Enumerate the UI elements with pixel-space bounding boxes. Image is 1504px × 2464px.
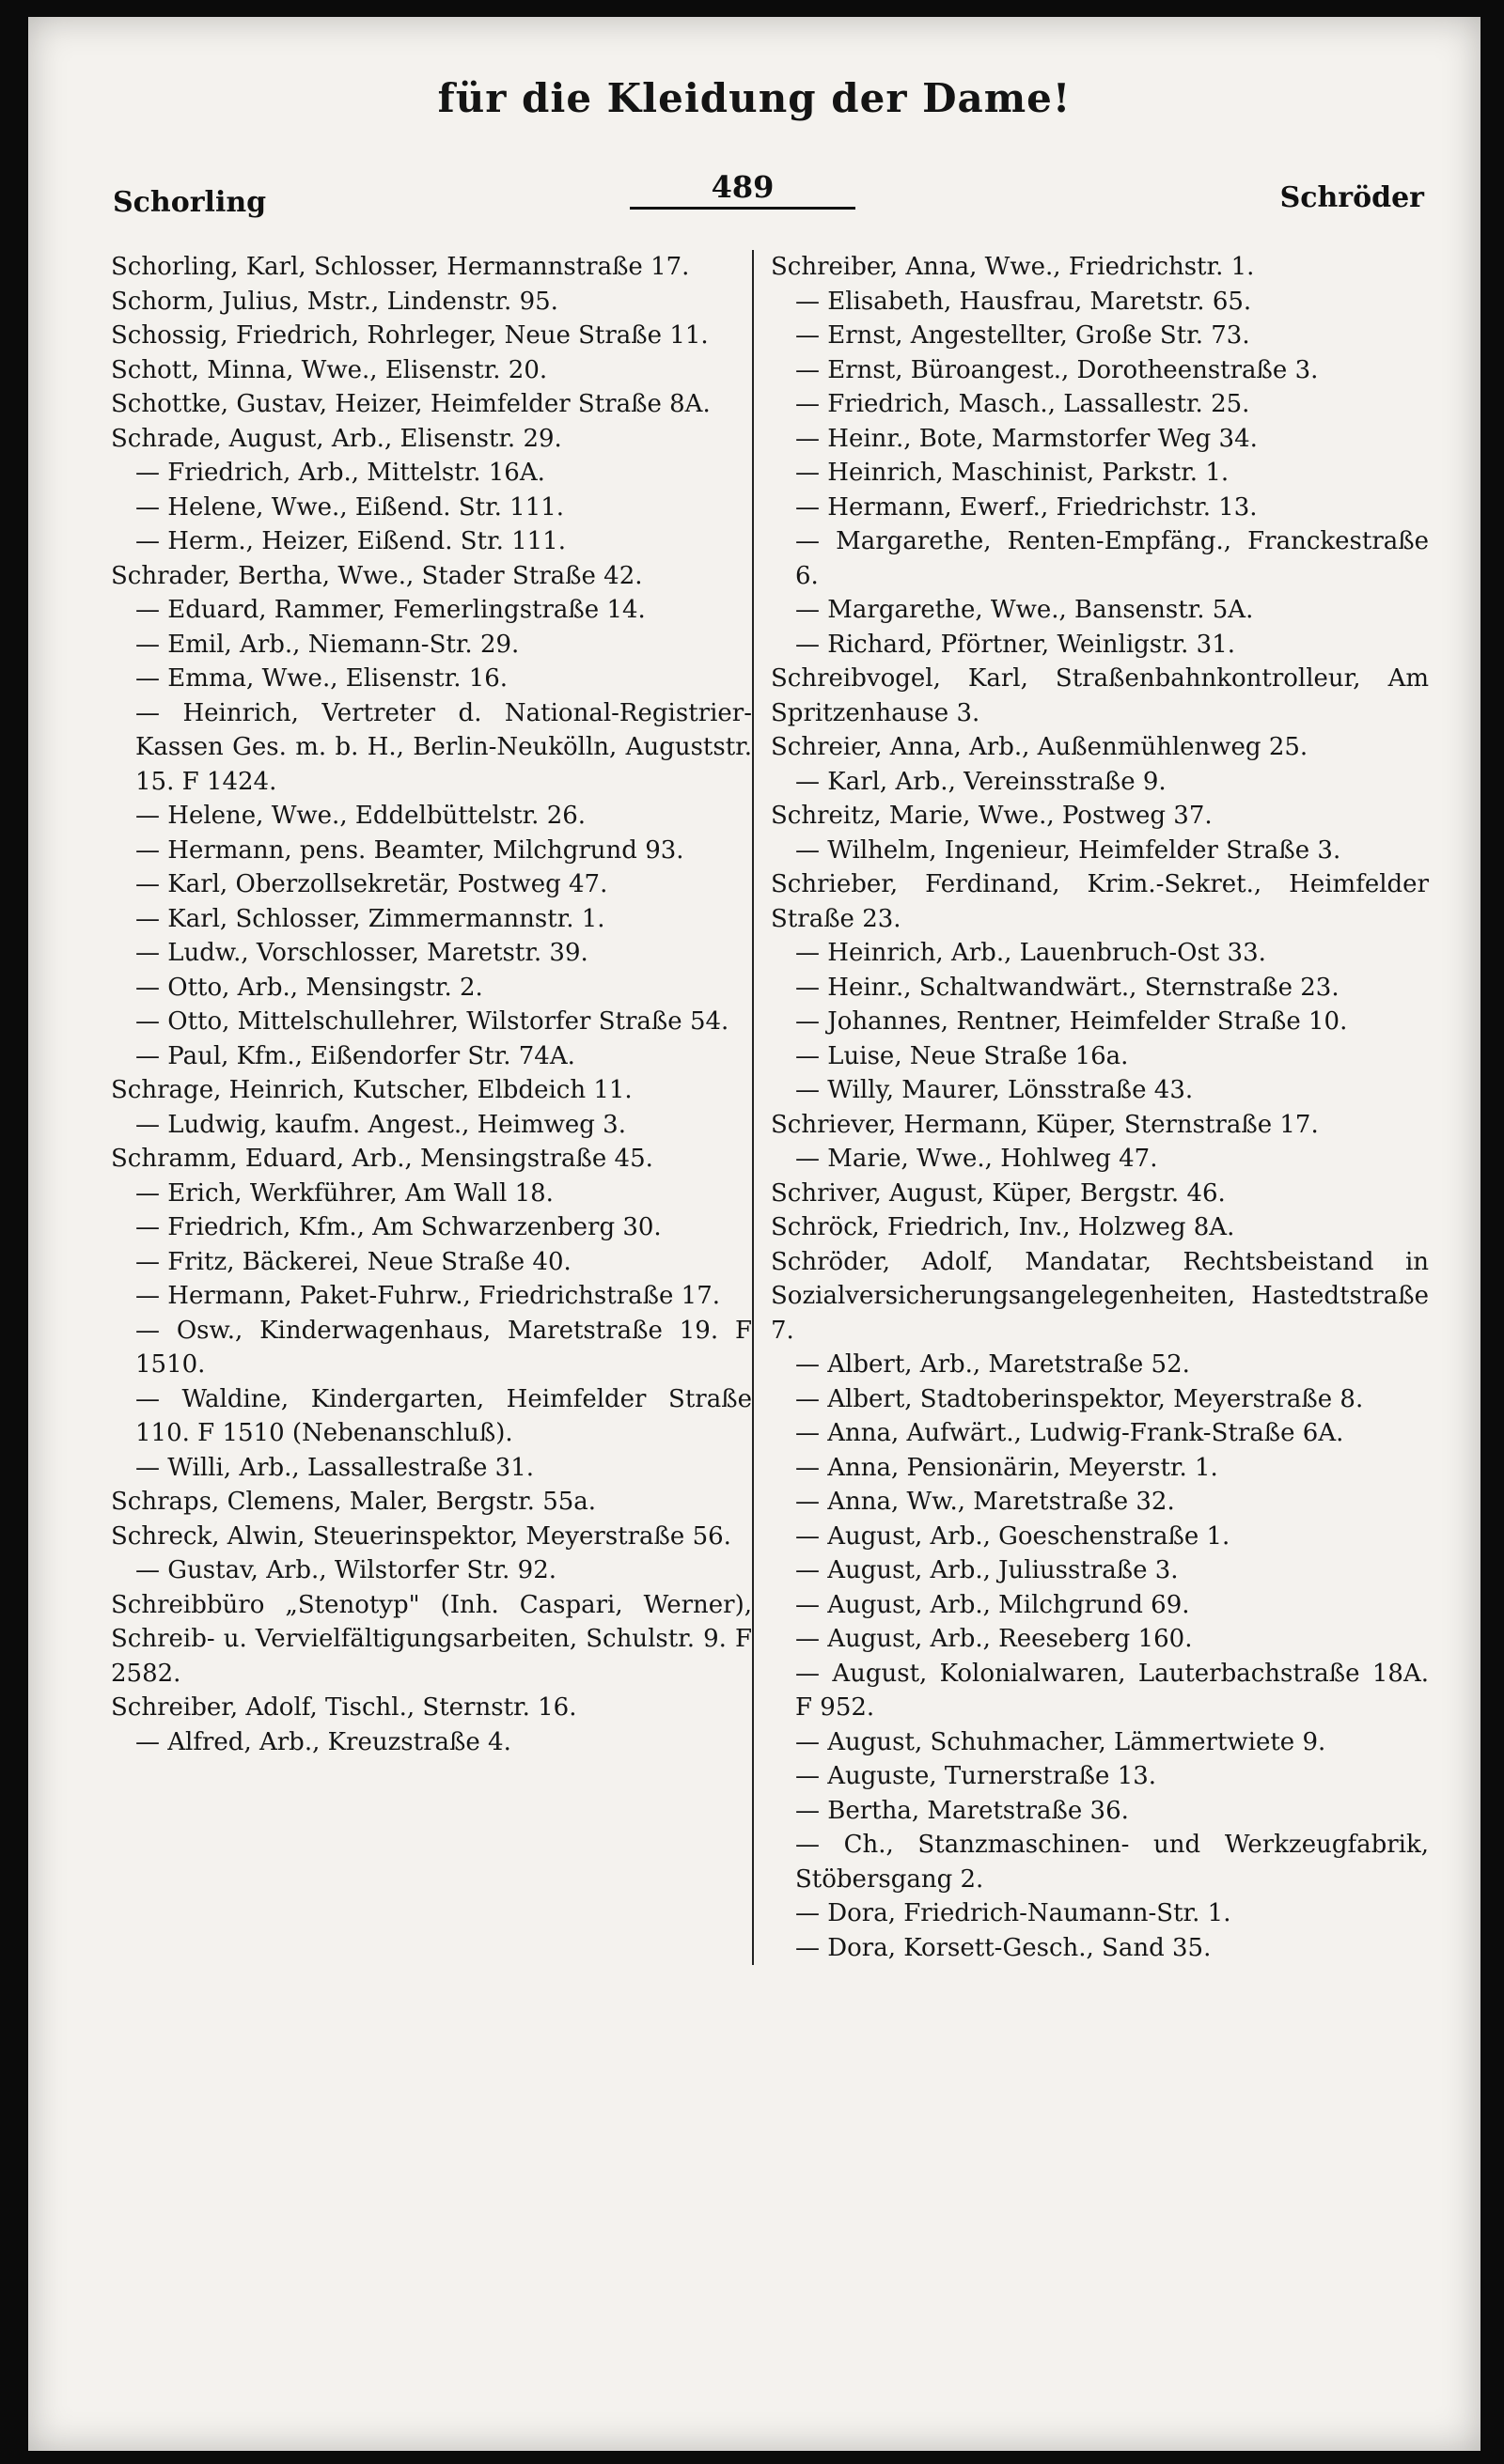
directory-entry: — August, Arb., Reeseberg 160. bbox=[795, 1625, 1193, 1653]
directory-entry: — Dora, Friedrich-Naumann-Str. 1. bbox=[795, 1899, 1231, 1927]
directory-entry: — Auguste, Turnerstraße 13. bbox=[795, 1762, 1157, 1790]
directory-entry: — Friedrich, Kfm., Am Schwarzenberg 30. bbox=[135, 1213, 662, 1241]
directory-entry: — Ernst, Angestellter, Große Str. 73. bbox=[795, 321, 1250, 350]
directory-entry: — Karl, Schlosser, Zimmermannstr. 1. bbox=[135, 904, 605, 933]
directory-entry: — Helene, Wwe., Eißend. Str. 111. bbox=[135, 492, 565, 522]
directory-entry: — Albert, Arb., Maretstraße 52. bbox=[795, 1350, 1190, 1379]
directory-entry: — Heinrich, Maschinist, Parkstr. 1. bbox=[795, 459, 1230, 487]
page-number: 489 bbox=[630, 169, 855, 210]
directory-entry: — Elisabeth, Hausfrau, Maretstr. 65. bbox=[795, 287, 1252, 316]
directory-entry: — Emil, Arb., Niemann-Str. 29. bbox=[135, 630, 520, 659]
directory-entry: — Bertha, Maretstraße 36. bbox=[795, 1796, 1129, 1825]
directory-entry: — Heinr., Schaltwandwärt., Sternstraße 23. bbox=[795, 973, 1340, 1002]
directory-entry: — Anna, Ww., Maretstraße 32. bbox=[795, 1488, 1175, 1516]
directory-entry: — Luise, Neue Straße 16a. bbox=[795, 1041, 1129, 1070]
directory-entry: — Dora, Korsett-Gesch., Sand 35. bbox=[795, 1933, 1212, 1962]
directory-entry: — August, Arb., Goeschenstraße 1. bbox=[795, 1521, 1230, 1551]
directory-entry: — Friedrich, Masch., Lassallestr. 25. bbox=[795, 390, 1250, 418]
directory-entry: — Gustav, Arb., Wilstorfer Str. 92. bbox=[135, 1556, 557, 1584]
directory-entry: — Waldine, Kindergarten, Heimfelder Straße 110. F 1510 (Nebenanschluß). bbox=[135, 1384, 752, 1447]
directory-entry: Schröder, Adolf, Mandatar, Rechtsbeistand in Sozialversicherungsangelegenheiten, Hastedtstraße 7. bbox=[771, 1247, 1429, 1345]
directory-entry: Schreier, Anna, Arb., Außenmühlenweg 25. bbox=[771, 733, 1308, 761]
directory-entry: — Willy, Maurer, Lönsstraße 43. bbox=[795, 1076, 1194, 1104]
directory-entry: — Albert, Stadtoberinspektor, Meyerstraße 8. bbox=[795, 1384, 1364, 1413]
directory-entry: — Ernst, Büroangest., Dorotheenstraße 3. bbox=[795, 355, 1319, 384]
directory-entry: — August, Kolonialwaren, Lauterbachstraße 18A. F 952. bbox=[795, 1659, 1429, 1722]
directory-entry: — Eduard, Rammer, Femerlingstraße 14. bbox=[135, 596, 646, 624]
directory-entry: Schrieber, Ferdinand, Krim.-Sekret., Heimfelder Straße 23. bbox=[771, 870, 1429, 933]
directory-entry: — Alfred, Arb., Kreuzstraße 4. bbox=[135, 1727, 511, 1756]
header-last-entry: Schröder bbox=[1279, 181, 1424, 214]
directory-entry: Schreibbüro „Stenotyp" (Inh. Caspari, Werner), Schreib- u. Vervielfältigungsarbeiten, Schulstr. 9. F 2582. bbox=[111, 1590, 752, 1688]
directory-entry: — Karl, Oberzollsekretär, Postweg 47. bbox=[135, 870, 608, 898]
directory-entry: — Friedrich, Arb., Mittelstr. 16A. bbox=[135, 459, 545, 487]
directory-entry: Schossig, Friedrich, Rohrleger, Neue Straße 11. bbox=[111, 321, 709, 350]
directory-entry: — Herm., Heizer, Eißend. Str. 111. bbox=[135, 527, 566, 555]
directory-entry: — Hermann, Paket-Fuhrw., Friedrichstraße 17. bbox=[135, 1282, 721, 1310]
directory-entry: Schröck, Friedrich, Inv., Holzweg 8A. bbox=[771, 1213, 1235, 1241]
directory-entry: — Otto, Arb., Mensingstr. 2. bbox=[135, 973, 483, 1002]
directory-entry: Schreitz, Marie, Wwe., Postweg 37. bbox=[771, 802, 1213, 830]
directory-entry: — Osw., Kinderwagenhaus, Maretstraße 19. F 1510. bbox=[135, 1316, 752, 1379]
directory-entry: — Johannes, Rentner, Heimfelder Straße 10. bbox=[795, 1007, 1348, 1036]
directory-entry: Schreiber, Adolf, Tischl., Sternstr. 16. bbox=[111, 1693, 577, 1722]
directory-entry: — Marie, Wwe., Hohlweg 47. bbox=[795, 1145, 1158, 1173]
directory-entry: — Heinrich, Arb., Lauenbruch-Ost 33. bbox=[795, 939, 1266, 967]
directory-entry: Schriver, August, Küper, Bergstr. 46. bbox=[771, 1178, 1226, 1208]
directory-entry: — Ch., Stanzmaschinen- und Werkzeugfabrik, Stöbersgang 2. bbox=[795, 1831, 1429, 1894]
directory-entry: — Ludwig, kaufm. Angest., Heimweg 3. bbox=[135, 1110, 626, 1139]
directory-entry: — Helene, Wwe., Eddelbüttelstr. 26. bbox=[135, 802, 587, 830]
directory-entry: — Ludw., Vorschlosser, Maretstr. 39. bbox=[135, 939, 588, 967]
directory-entry: Schraps, Clemens, Maler, Bergstr. 55a. bbox=[111, 1488, 597, 1516]
directory-entry: — Hermann, pens. Beamter, Milchgrund 93. bbox=[135, 835, 684, 865]
directory-entry: — Margarethe, Renten-Empfäng., Franckestraße 6. bbox=[795, 527, 1429, 590]
directory-entry: — Hermann, Ewerf., Friedrichstr. 13. bbox=[795, 492, 1258, 522]
directory-entry: — August, Arb., Milchgrund 69. bbox=[795, 1590, 1190, 1619]
directory-entry: — Emma, Wwe., Elisenstr. 16. bbox=[135, 664, 509, 693]
directory-entry: Schorling, Karl, Schlosser, Hermannstraße 17. bbox=[111, 253, 690, 281]
directory-entry: — Heinr., Bote, Marmstorfer Weg 34. bbox=[795, 424, 1258, 453]
directory-entry: — Anna, Pensionärin, Meyerstr. 1. bbox=[795, 1453, 1218, 1482]
directory-entry: Schrage, Heinrich, Kutscher, Elbdeich 11. bbox=[111, 1076, 633, 1104]
directory-entry: Schreck, Alwin, Steuerinspektor, Meyerstraße 56. bbox=[111, 1521, 731, 1551]
right-column bbox=[752, 250, 1429, 1965]
directory-entry: — Richard, Pförtner, Weinligstr. 31. bbox=[795, 630, 1236, 659]
directory-entry: Schorm, Julius, Mstr., Lindenstr. 95. bbox=[111, 287, 558, 316]
directory-entry: Schramm, Eduard, Arb., Mensingstraße 45. bbox=[111, 1145, 653, 1173]
directory-entry: Schrader, Bertha, Wwe., Stader Straße 42. bbox=[111, 561, 643, 590]
directory-entry: — Erich, Werkführer, Am Wall 18. bbox=[135, 1178, 554, 1208]
directory-entry: Schreiber, Anna, Wwe., Friedrichstr. 1. bbox=[771, 253, 1255, 281]
directory-entry: — Heinrich, Vertreter d. National-Registrier-Kassen Ges. m. b. H., Berlin-Neukölln, Auguststr. 15. F 1424. bbox=[135, 698, 752, 796]
directory-entry: Schrade, August, Arb., Elisenstr. 29. bbox=[111, 424, 562, 453]
directory-entry: — Fritz, Bäckerei, Neue Straße 40. bbox=[135, 1247, 572, 1276]
left-column bbox=[111, 250, 752, 1759]
page-banner: für die Kleidung der Dame! bbox=[437, 75, 1072, 121]
directory-entry: Schottke, Gustav, Heizer, Heimfelder Straße 8A. bbox=[111, 390, 711, 418]
directory-entry: — August, Schuhmacher, Lämmertwiete 9. bbox=[795, 1727, 1326, 1756]
directory-entry: — Otto, Mittelschullehrer, Wilstorfer Straße 54. bbox=[135, 1007, 729, 1036]
directory-entry: — Margarethe, Wwe., Bansenstr. 5A. bbox=[795, 596, 1254, 624]
directory-entry: — Wilhelm, Ingenieur, Heimfelder Straße 3. bbox=[795, 835, 1341, 865]
directory-entry: Schriever, Hermann, Küper, Sternstraße 17. bbox=[771, 1110, 1319, 1139]
directory-entry: Schreibvogel, Karl, Straßenbahnkontrolleur, Am Spritzenhause 3. bbox=[771, 664, 1429, 727]
directory-entry: — Karl, Arb., Vereinsstraße 9. bbox=[795, 767, 1167, 796]
directory-entry: — Anna, Aufwärt., Ludwig-Frank-Straße 6A. bbox=[795, 1419, 1344, 1447]
header-first-entry: Schorling bbox=[113, 186, 267, 219]
directory-entry: — Paul, Kfm., Eißendorfer Str. 74A. bbox=[135, 1041, 575, 1070]
directory-page bbox=[28, 17, 1480, 2451]
directory-entry: — August, Arb., Juliusstraße 3. bbox=[795, 1556, 1179, 1584]
directory-entry: Schott, Minna, Wwe., Elisenstr. 20. bbox=[111, 355, 548, 384]
directory-entry: — Willi, Arb., Lassallestraße 31. bbox=[135, 1453, 535, 1482]
